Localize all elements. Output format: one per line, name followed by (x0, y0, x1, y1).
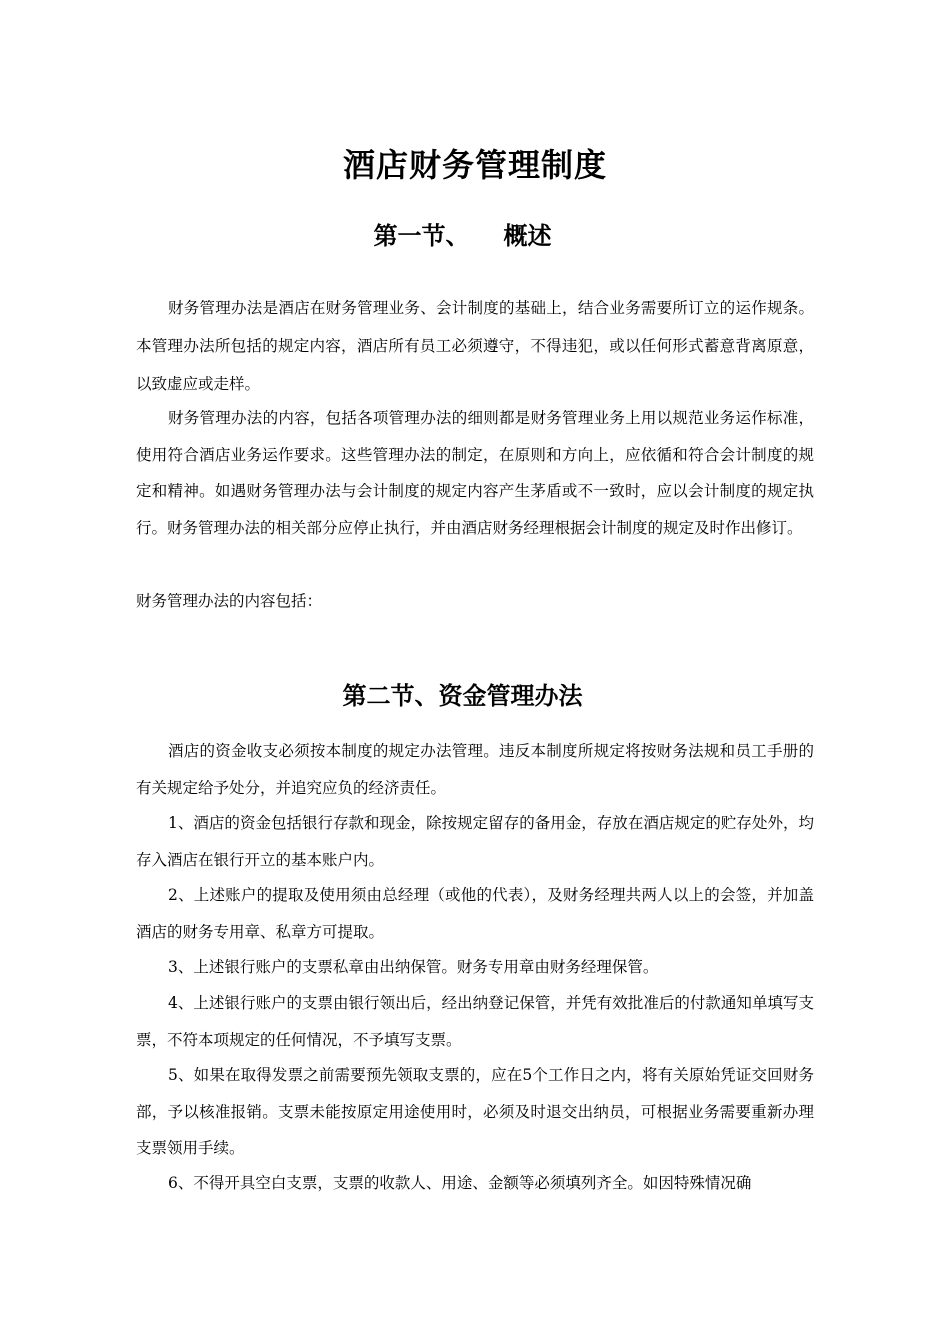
section-2-heading: 第二节、资金管理办法 (342, 681, 583, 710)
section-1-number: 第一节、 (373, 221, 470, 250)
section-1-paragraph-2: 财务管理办法的内容，包括各项管理办法的细则都是财务管理业务上用以规范业务运作标准，使用符合酒店业务运作要求。这些管理办法的制定，在原则和方向上，应依循和符合会计制度的规定和精神。如遇财务管理办法与会计制度的规定内容产生茅盾或不一致时，应以会计制度的规定执行。财务管理办法的相关部分应停止执行，并由酒店财务经理根据会计制度的规定及时作出修订。 (136, 409, 814, 537)
section-2-item-3: 3、上述银行账户的支票私章由出纳保管。财务专用章由财务经理保管。 (168, 958, 659, 976)
section-2-item-5: 5、如果在取得发票之前需要预先领取支票的，应在5个工作日之内，将有关原始凭证交回财务部，予以核准报销。支票未能按原定用途使用时，必须及时退交出纳员，可根据业务需要重新办理支票领用手续。 (136, 1066, 814, 1157)
section-2-item-6: 6、不得开具空白支票，支票的收款人、用途、金额等必须填列齐全。如因特殊情况确 (168, 1174, 752, 1192)
section-1-title: 概述 (503, 221, 552, 250)
section-2-item-4: 4、上述银行账户的支票由银行领出后，经出纳登记保管，并凭有效批准后的付款通知单填写支票，不符本项规定的任何情况，不予填写支票。 (136, 994, 814, 1049)
section-1-paragraph-1: 财务管理办法是酒店在财务管理业务、会计制度的基础上，结合业务需要所订立的运作规条。本管理办法所包括的规定内容，酒店所有员工必须遵守，不得违犯，或以任何形式蓄意背离原意，以致虚应或走样。 (136, 299, 814, 393)
document-title: 酒店财务管理制度 (342, 146, 607, 184)
section-2-item-2: 2、上述账户的提取及使用须由总经理（或他的代表），及财务经理共两人以上的会签，并加盖酒店的财务专用章、私章方可提取。 (136, 886, 814, 941)
section-2-item-1: 1、酒店的资金包括银行存款和现金，除按规定留存的备用金，存放在酒店规定的贮存处外，均存入酒店在银行开立的基本账户内。 (136, 814, 814, 869)
section-2-intro: 酒店的资金收支必须按本制度的规定办法管理。违反本制度所规定将按财务法规和员工手册的有关规定给予处分，并追究应负的经济责任。 (136, 742, 814, 797)
section-1-paragraph-3: 财务管理办法的内容包括： (136, 592, 323, 610)
section-1-heading (0, 216, 925, 251)
